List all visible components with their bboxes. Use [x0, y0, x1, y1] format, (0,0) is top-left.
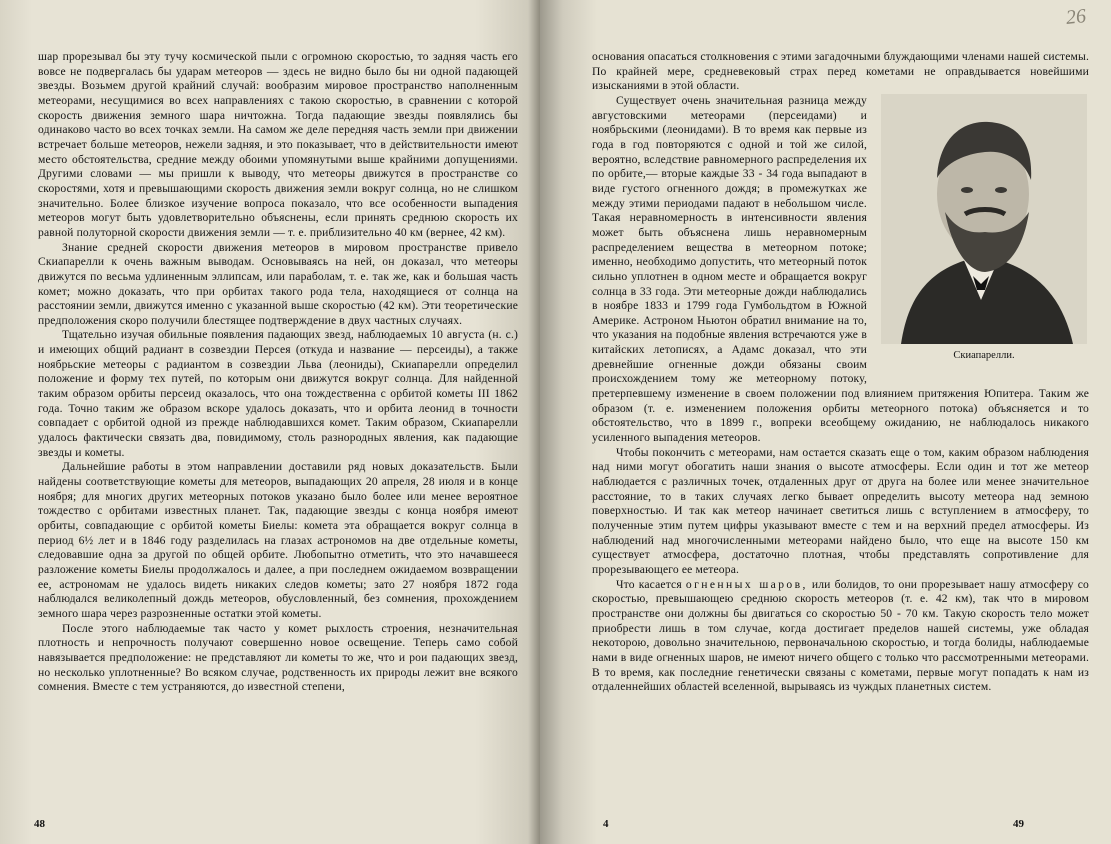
left-page [0, 0, 540, 844]
page-number-small: 4 [603, 818, 609, 830]
paragraph-4-start: Что касается [616, 577, 682, 591]
right-paragraph-1: основания опасаться столкновения с этими загадочными блуждающими членами нашей системы. По крайней мере, средневековый страх перед кометами не оправдывается новейшими изысканиями в этой области. [592, 50, 1089, 93]
portrait-caption: Скиапарелли. [953, 349, 1015, 361]
portrait-image [881, 94, 1087, 344]
right-page [540, 0, 1111, 844]
page-number-left: 48 [34, 818, 45, 830]
fireballs-term: огненных шаров, [685, 577, 808, 591]
left-paragraph-2: Знание средней скорости движения метеоров в мировом пространстве привело Скиапарелли к очень важным выводам. Основываясь на ней, он доказал, что метеоры движутся по весьма удлиненным эллипсам, или параболам, т. е. так же, как и большая часть комет; можно доказать, что при орбитах такого рода тела, находящиеся от солнца на расстоянии земли, движутся именно с указанной выше скоростью (42 км). Эти теоретические предположения скоро получили блестящее подтверждение в двух частных случаях. [38, 240, 518, 327]
right-paragraph-3: Чтобы покончить с метеорами, нам остается сказать еще о том, каким образом наблюдения над ними могут обогатить наши знания о высоте атмосферы. Если один и тот же метеор наблюдается с различных точек, отдаленных друг от друга на более или менее значительное расстояние, то в таких случаях легко бывает определить высоту метеора над земною поверхностью. И так как метеор начинает светиться лишь с вступлением в атмосферу, то полученные этим путем цифры указывают вместе с тем и на верхний предел атмосферы. Из наблюдений над многочисленными метеорами найдено было, что еще на высоте 150 км существует атмосфера, достаточно плотная, чтобы представлять сопротивление для прорезывающего ее метеора. [592, 445, 1089, 576]
left-paragraph-5: После этого наблюдаемые так часто у комет рыхлость строения, незначительная плотность и непрочность получают совершенно новое освещение. Теперь само собой навязывается предположение: не представляют ли кометы то же, что и рои падающих звезд, но несколько уплотненные? Во всяком случае, родственность их природы лежит вне всякого сомнения. Вместе с тем устраняются, до известной степени, [38, 621, 518, 694]
left-paragraph-4: Дальнейшие работы в этом направлении доставили ряд новых доказательств. Были найдены соответствующие кометы для метеоров, выпадающих 20 апреля, 28 июля и в конце ноября; для многих других метеорных потоков указано было более или менее вероятное тождество с орбитами известных планет. Так, падающие звезды с конца ноября имеют орбиты, совпадающие с орбитой кометы Биелы: комета эта обращается вокруг солнца в период 6½ лет и в 1846 году разделилась на глазах астрономов на две отдельные кометы, следовавшие одна за другой по общей орбите. Любопытно отметить, что это начавшееся разложение кометы Биелы продолжалось и далее, а при последнем ожидаемом возвращении ее, астрономам не удалось видеть никаких следов кометы; зато 27 ноября 1872 года наблюдался великолепный дождь метеоров, обусловленный, без сомнения, прохождением земного шара через разрозненные остатки этой кометы. [38, 460, 518, 620]
right-paragraph-4 [592, 578, 1089, 695]
left-paragraph-1: шар прорезывал бы эту тучу космической пыли с огромною скоростью, то задняя часть его вовсе не подвергалась бы ударам метеоров — здесь не видно было бы ни одной падающей звезды. Возьмем другой крайний случай: вообразим мировое пространство наполненным метеорами, несущимися во всех направлениях с такою скоростью, в сравнении с которой скорость движения земного шара ничтожна. Тогда падающие звезды появлялись бы одинаково часто во всех точках земли. На самом же деле передняя часть земли при движении встречает больше метеоров, нежели задняя, и это показывает, что в действительности имеют место обстоятельства, средние между обоими упомянутыми выше крайними допущениями. Другими словами — мы пришли к выводу, что метеоры движутся в пространстве со скоростями, хотя и превышающими скорость движения земли вокруг солнца, но не слишком значительно. Более близкое изучение вопроса показало, что все особенности выпадения метеоров могут быть удовлетворительно объяснены, если принять среднюю скорость их равной полуторной скорости движения земли — т. е. приблизительно 40 км (вернее, 42 км). [38, 50, 518, 239]
right-paragraph-2: Существует очень значительная разница между августовскими метеорами (персеидами) и ноябрьскими (леонидами). В то время как первые из года в год повторяются с одной и той же силой, вероятно, вследствие равномерного распределения их по орбите,— вторые каждые 33 - 34 года выпадают в виде густого огненного дождя; в промежутках же между этими периодами падают в небольшом числе. Такая неравномерность в интенсивности явления может быть объяснена лишь неравномерным распределением вещества в метеорном потоке; именно, необходимо допустить, что метеорный поток сильно уплотнен в одном месте и обращается вокруг солнца в 33 года. Эти метеорные дожди наблюдались в ноябре 1833 и 1799 года Гумбольдтом в Южной Америке. Астроном Ньютон обратил внимание на то, что указания на подобные явления встречаются уже в китайских летописях, а Адамс доказал, что эти древнейшие огненные дожди обязаны своим происхождением тому же метеорному потоку, претерпевшему изменение в своем положении под влиянием притяжения Юпитера. Таким же образом (т. е. изменением положения орбиты метеорного потока) объясняется и то обстоятельство, что в 1899 г., вопреки всеобщему ожиданию, не наблюдалось никакого усиленного выпадения метеоров. [592, 93, 1089, 445]
left-paragraph-3: Тщательно изучая обильные появления падающих звезд, наблюдаемых 10 августа (н. с.) и имеющих общий радиант в созвездии Персея (откуда и название — персеиды), а также ноябрьские метеоры с радиантом в созвездии Льва (леониды), Скиапарелли определил положение и форму тех путей, по которым они движутся вокруг солнца. Для найденной таким образом орбиты персеид оказалось, что она тождественна с орбитой кометы III 1862 года. Точно таким же образом вскоре удалось доказать, что и орбита леонид в точности совпадает с орбитой одной из прежде наблюдавшихся комет. Таким образом, Скиапарелли удалось фактически связать два, повидимому, столь разнородных явления, как падающие звезды и кометы. [38, 328, 518, 459]
handwritten-corner-mark: 26 [1064, 5, 1088, 29]
portrait-figure [875, 94, 1093, 374]
paragraph-4-rest: или болидов, то они прорезывает нашу атмосферу со скоростью, превышающею среднюю скорость метеоров (т. е. 42 км), так что в мировом пространстве они должны бы двигаться со скоростью 50 - 70 км. Такую скорость тело может приобрести лишь в том случае, когда достигает пределов нашей системы, уже обладая некоторою, довольно значительною, первоначальною скоростью, и тогда болиды, наблюдаемые нами в виде огненных шаров, не имеют ничего общего с только что рассмотренными метеорами. В то время, как последние генетически связаны с кометами, первые могут попадать к нам из отдаленнейших областей вселенной, вырываясь из чуждых планетных систем. [592, 577, 1089, 694]
page-number-right: 49 [1013, 818, 1024, 830]
